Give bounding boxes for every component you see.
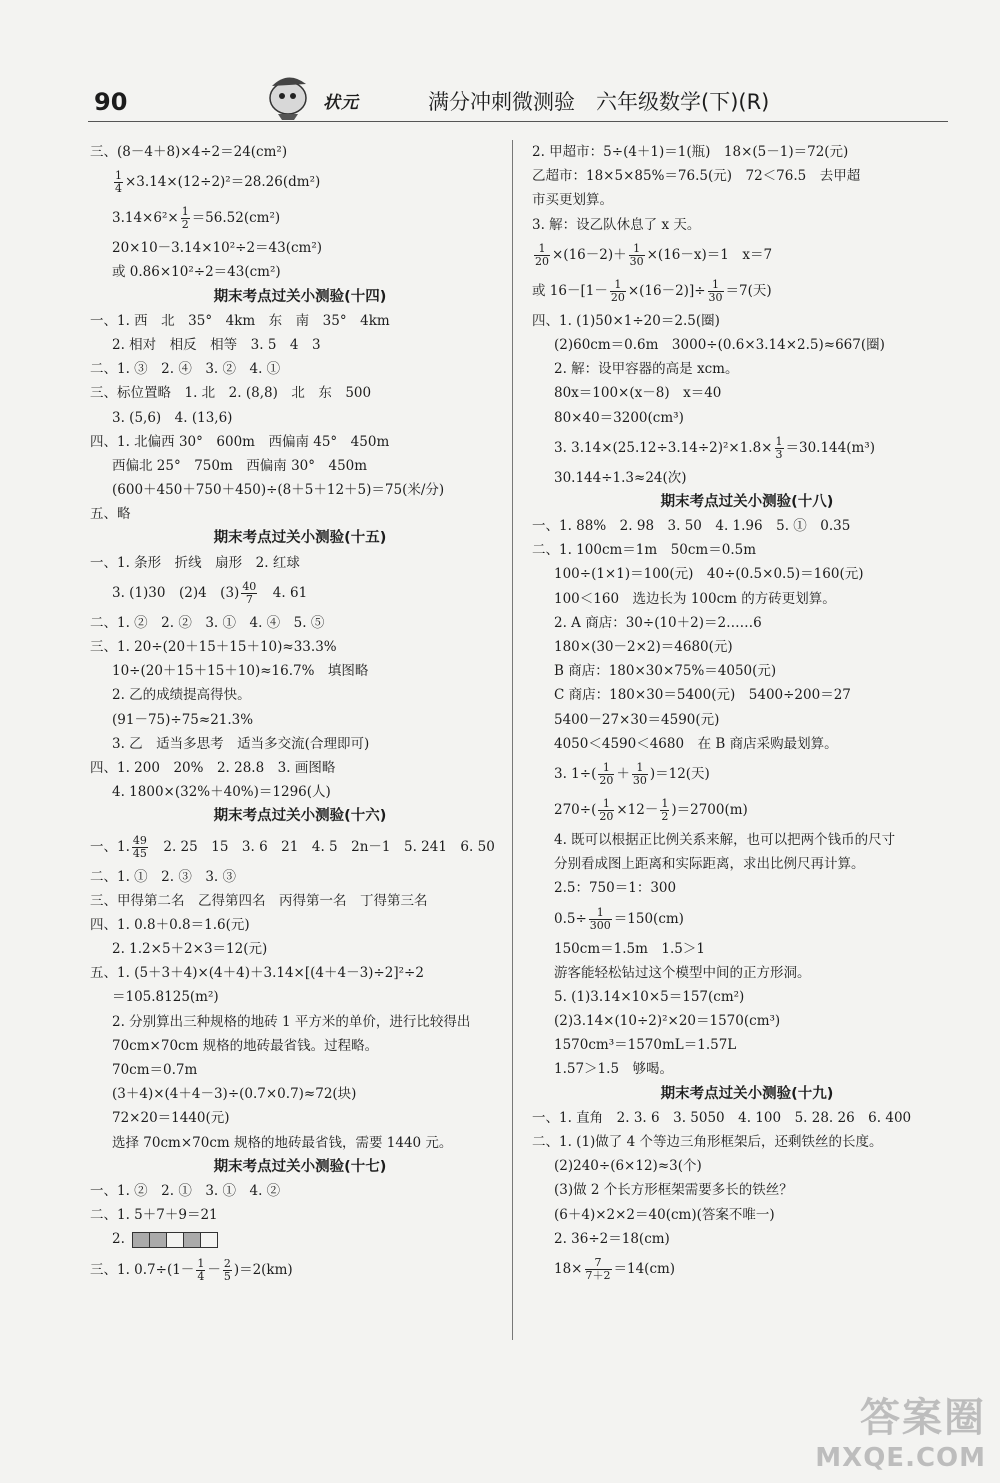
answer-line: 游客能轻松钻过这个模型中间的正方形洞。 — [554, 964, 811, 981]
answer-line: 180×(30－2×2)＝4680(元) — [554, 639, 733, 655]
answer-line: 0.5÷ $\frac{1}{300}$ ＝150(cm) — [554, 905, 684, 932]
answer-line: 3. 乙 适当多思考 适当多交流(合理即可) — [112, 735, 370, 752]
answer-line: 80×40＝3200(cm³) — [554, 409, 684, 426]
answer-line: $\frac{1}{20}$ ×(16－2)＋ $\frac{1}{30}$ ×(16－x)＝1 x＝7 — [535, 241, 773, 268]
answer-line: ＝105.8125(m²) — [112, 989, 219, 1006]
answer-line: 2. 分别算出三种规格的地砖 1 平方米的单价，进行比较得出 — [112, 1013, 471, 1030]
answer-line: 一、1. 西 北 35° 4km 东 南 35° 4km — [90, 312, 390, 329]
answer-line: 四、1. 北偏西 30° 600m 西偏南 45° 450m — [90, 433, 390, 450]
fraction: $\frac{1}{20}$ — [535, 241, 549, 268]
fraction: $\frac{2}{5}$ — [223, 1256, 231, 1283]
answer-line: 4050＜4590＜4680 在 B 商店采购最划算。 — [554, 735, 838, 752]
answer-line: B 商店：180×30×75%＝4050(元) — [554, 663, 777, 680]
answer-line: 1.57＞1.5 够喝。 — [554, 1061, 674, 1078]
answer-line: 18× $\frac{7}{7+2}$ ＝14(cm) — [554, 1255, 676, 1282]
answer-line: 3. (1)30 (2)4 (3) $\frac{40}{7}$ 4. 61 — [112, 579, 308, 606]
answer-line: 三、甲得第二名 乙得第四名 丙得第一名 丁得第三名 — [90, 892, 428, 909]
fraction: $\frac{1}{20}$ — [599, 796, 614, 823]
answer-line: 一、1. 直角 2. 3. 6 3. 5050 4. 100 5. 28. 26 6. 400 — [532, 1109, 912, 1126]
fraction: $\frac{1}{4}$ — [115, 169, 122, 196]
answer-line: 150cm＝1.5m 1.5＞1 — [554, 940, 705, 957]
page-number: 90 — [94, 88, 128, 116]
fraction: $\frac{7}{7+2}$ — [585, 1255, 611, 1282]
answer-line: 四、1. 200 20% 2. 28.8 3. 画图略 — [90, 759, 336, 776]
answer-line: 2. A 商店：30÷(10＋2)＝2……6 — [554, 614, 762, 631]
answer-line: 80x＝100×(x－8) x＝40 — [554, 385, 722, 402]
watermark-url: MXQE.COM — [815, 1443, 986, 1473]
answer-line: 二、1. ② 2. ② 3. ① 4. ④ 5. ⑤ — [90, 614, 325, 631]
answer-line: 西偏北 25° 750m 西偏南 30° 450m — [112, 457, 368, 474]
answer-line: C 商店：180×30＝5400(元) 5400÷200＝27 — [554, 687, 851, 704]
answer-line: 5. (1)3.14×10×5＝157(cm²) — [554, 988, 745, 1005]
answer-line: 二、1. ① 2. ③ 3. ③ — [90, 868, 237, 885]
answer-line: 市买更划算。 — [532, 192, 613, 209]
answer-line: 或 0.86×10²÷2＝43(cm²) — [112, 264, 281, 281]
answer-line: 一、1. $\frac{49}{45}$ 2. 25 15 3. 6 21 4. 5 2n－1 5. 241 6. 50 — [90, 833, 495, 860]
fraction: $\frac{1}{3}$ — [775, 434, 783, 461]
fraction: $\frac{40}{7}$ — [242, 579, 257, 606]
answer-line: (3)做 2 个长方形框架需要多长的铁丝？ — [554, 1182, 793, 1199]
answer-line: 72×20＝1440(元) — [112, 1110, 230, 1127]
answer-line: $\frac{1}{4}$ ×3.14×(12÷2)²＝28.26(dm²) — [115, 169, 321, 196]
answer-line: 分别看成图上距离和实际距离，求出比例尺再计算。 — [554, 856, 865, 873]
page-header — [88, 70, 948, 122]
fraction: $\frac{1}{2}$ — [661, 796, 669, 823]
section-title: 期末考点过关小测验(十九) — [660, 1085, 834, 1102]
answer-line: 3. 解：设乙队休息了 x 天。 — [532, 216, 701, 233]
answer-line: 二、1. (1)做了 4 个等边三角形框架后，还剩铁丝的长度。 — [532, 1134, 883, 1150]
answer-line: 100＜160 选边长为 100cm 的方砖更划算。 — [554, 590, 836, 607]
answer-line: 一、1. 88% 2. 98 3. 50 4. 1.96 5. ① 0.35 — [532, 518, 851, 535]
column-divider — [512, 140, 513, 1340]
answer-line: 2. 乙的成绩提高得快。 — [112, 687, 251, 704]
answer-line: 2. 解：设甲容器的高是 xcm。 — [554, 361, 739, 378]
section-title: 期末考点过关小测验(十八) — [660, 493, 834, 510]
answer-line: 乙超市：18×5×85%＝76.5(元) 72＜76.5 去甲超 — [532, 168, 861, 185]
answer-line: 4. 既可以根据正比例关系来解，也可以把两个钱币的尺寸 — [554, 831, 896, 848]
watermark-text: 答案圈 — [860, 1395, 986, 1441]
answer-line: 1570cm³＝1570mL＝1.57L — [554, 1037, 737, 1054]
answer-line: 四、1. (1)50×1÷20＝2.5(圈) — [532, 312, 720, 329]
answer-line: 2. 相对 相反 相等 3. 5 4 3 — [112, 336, 321, 353]
section-title: 期末考点过关小测验(十七) — [213, 1158, 387, 1175]
section-title: 期末考点过关小测验(十五) — [213, 530, 387, 547]
shaded-squares-figure — [133, 1228, 218, 1252]
answer-line: 或 16－[1－ $\frac{1}{20}$ ×(16－2)]÷ $\frac{1}{30}$ ＝7(天) — [532, 277, 772, 304]
answer-line: (600＋450＋750＋450)÷(8＋5＋12＋5)＝75(米/分) — [112, 482, 445, 499]
answer-line: 2. — [90, 1227, 510, 1251]
answer-line: (2)240÷(6×12)≈3(个) — [554, 1158, 702, 1175]
answer-line: 3.14×6²× $\frac{1}{2}$ ＝56.52(cm²) — [112, 205, 281, 232]
answer-line: 100÷(1×1)＝100(元) 40÷(0.5×0.5)＝160(元) — [554, 566, 864, 583]
answer-line: (3＋4)×(4＋4－3)÷(0.7×0.7)≈72(块) — [112, 1086, 357, 1103]
answer-line: 2. 1.2×5＋2×3＝12(元) — [112, 941, 268, 958]
fraction: $\frac{1}{20}$ — [599, 760, 614, 787]
answer-line: (2)3.14×(10÷2)²×20＝1570(cm³) — [554, 1013, 781, 1030]
answer-line: 3. 3.14×(25.12÷3.14÷2)²×1.8× $\frac{1}{3}$ ＝30.144(m³) — [554, 434, 875, 461]
answer-line: (2)60cm＝0.6m 3000÷(0.6×3.14×2.5)≈667(圈) — [554, 336, 885, 353]
fraction: $\frac{1}{20}$ — [610, 277, 625, 304]
answer-line: 一、1. ② 2. ① 3. ① 4. ② — [90, 1182, 281, 1199]
answer-line: 五、1. (5＋3＋4)×(4＋4)＋3.14×[(4＋4－3)÷2]²÷2 — [90, 965, 424, 982]
right-column — [532, 140, 962, 1287]
fraction: $\frac{1}{30}$ — [629, 241, 644, 268]
fraction: $\frac{1}{300}$ — [589, 905, 611, 932]
answer-line: 二、1. ③ 2. ④ 3. ② 4. ① — [90, 361, 281, 378]
answer-line: 2.5：750＝1：300 — [554, 880, 677, 897]
answer-line: 70cm×70cm 规格的地砖最省钱。过程略。 — [112, 1037, 379, 1054]
fraction: $\frac{1}{30}$ — [708, 277, 723, 304]
section-title: 期末考点过关小测验(十六) — [213, 808, 387, 825]
fraction: $\frac{1}{4}$ — [197, 1256, 205, 1283]
answer-line: 三、标位置略 1. 北 2. (8,8) 北 东 500 — [90, 385, 372, 402]
section-title: 期末考点过关小测验(十四) — [213, 288, 387, 305]
answer-line: 三、1. 0.7÷(1－ $\frac{1}{4}$ － $\frac{2}{5}$ )＝2(km) — [90, 1256, 293, 1283]
answer-line: 选择 70cm×70cm 规格的地砖最省钱，需要 1440 元。 — [112, 1134, 453, 1151]
brand-logo-text: 状元 — [323, 93, 359, 113]
answer-line: 3. (5,6) 4. (13,6) — [112, 409, 233, 426]
answer-line: 30.144÷1.3≈24(次) — [554, 469, 687, 486]
left-column — [90, 140, 510, 1288]
answer-line: (6＋4)×2×2＝40(cm)(答案不唯一) — [554, 1206, 775, 1223]
answer-line: 四、1. 0.8＋0.8＝1.6(元) — [90, 916, 250, 933]
answer-line: (91－75)÷75≈21.3% — [112, 711, 254, 728]
answer-line: 三、1. 20÷(20＋15＋15＋10)≈33.3% — [90, 639, 337, 655]
fraction: $\frac{49}{45}$ — [132, 833, 147, 860]
fraction: $\frac{1}{2}$ — [181, 205, 189, 232]
answer-line: 20×10－3.14×10²÷2＝43(cm²) — [112, 240, 323, 257]
header-rule — [88, 121, 948, 122]
book-title: 满分冲刺微测验 六年级数学(下)(R) — [428, 90, 770, 114]
answer-line: 三、(8－4＋8)×4÷2＝24(cm²) — [90, 144, 288, 160]
answer-line: 2. 甲超市：5÷(4＋1)＝1(瓶) 18×(5－1)＝72(元) — [532, 144, 849, 160]
answer-line: 一、1. 条形 折线 扇形 2. 红球 — [90, 554, 300, 571]
answer-line: 4. 1800×(32%＋40%)＝1296(人) — [112, 784, 331, 801]
answer-line: 二、1. 100cm＝1m 50cm＝0.5m — [532, 542, 757, 559]
answer-line: 二、1. 5＋7＋9＝21 — [90, 1207, 218, 1224]
fraction: $\frac{1}{30}$ — [632, 760, 647, 787]
watermark — [815, 1386, 986, 1473]
answer-line: 270÷( $\frac{1}{20}$ ×12－ $\frac{1}{2}$ )＝2700(m) — [554, 796, 748, 823]
answer-line: 2. 36÷2＝18(cm) — [554, 1230, 670, 1247]
answer-line: 3. 1÷( $\frac{1}{20}$ ＋ $\frac{1}{30}$ )＝12(天) — [554, 760, 710, 787]
answer-line: 70cm＝0.7m — [112, 1062, 198, 1078]
answer-line: 五、略 — [90, 506, 131, 523]
answer-line: 5400－27×30＝4590(元) — [554, 711, 720, 728]
answer-line: 10÷(20＋15＋15＋10)≈16.7% 填图略 — [112, 663, 369, 680]
